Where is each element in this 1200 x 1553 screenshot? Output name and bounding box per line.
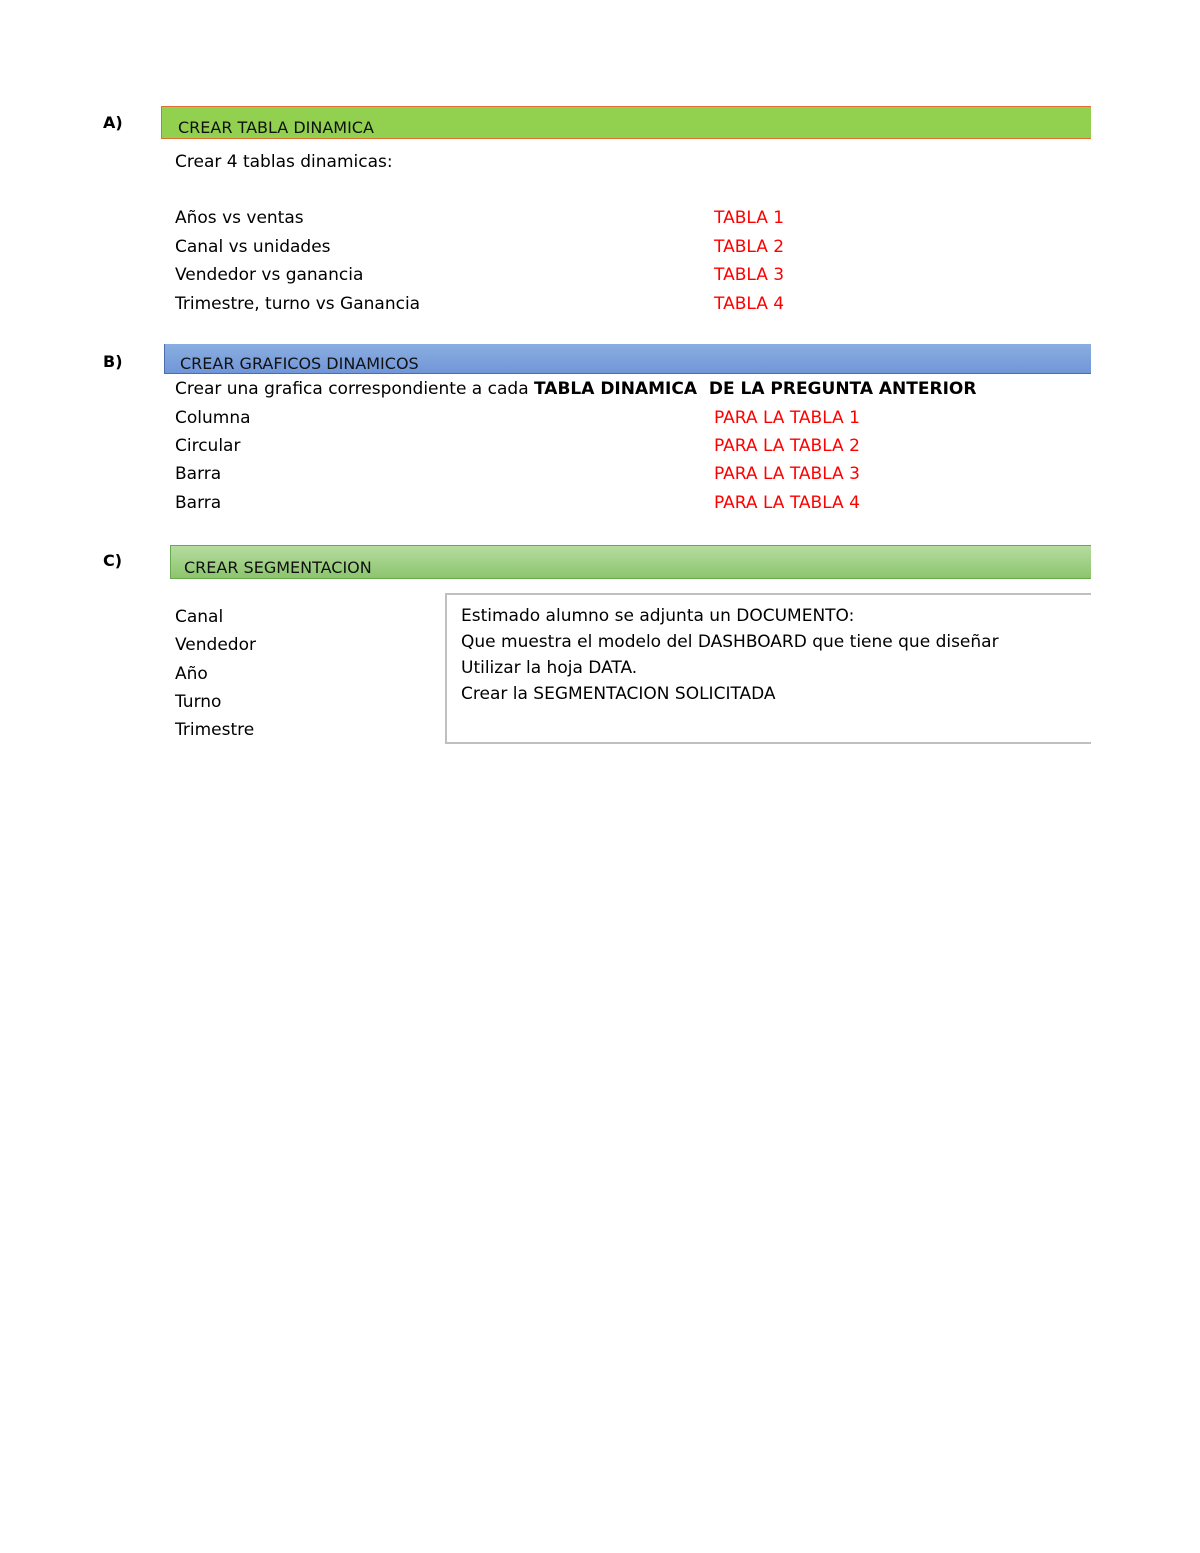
section-a-banner — [161, 106, 1091, 139]
section-b-row-label: Barra — [175, 493, 222, 513]
section-a-row-label: Años vs ventas — [175, 208, 304, 228]
section-a-row-target: TABLA 4 — [714, 294, 785, 314]
section-b-row-target: PARA LA TABLA 2 — [714, 436, 860, 456]
section-a-letter: A) — [103, 113, 123, 132]
section-c-banner-label: CREAR SEGMENTACION — [184, 558, 372, 577]
segmentation-field: Año — [175, 664, 208, 684]
section-b-row-label: Barra — [175, 464, 222, 484]
note-line: Crear la SEGMENTACION SOLICITADA — [461, 684, 776, 704]
section-b-banner-label: CREAR GRAFICOS DINAMICOS — [180, 354, 419, 373]
note-line: Que muestra el modelo del DASHBOARD que tiene que diseñar — [461, 632, 999, 652]
section-a-banner-label: CREAR TABLA DINAMICA — [178, 118, 374, 137]
instructions-note-box — [445, 593, 1091, 744]
section-b-row-label: Columna — [175, 408, 251, 428]
section-b-intro — [175, 378, 976, 400]
section-a-row-label: Canal vs unidades — [175, 237, 331, 257]
section-a-intro: Crear 4 tablas dinamicas: — [175, 152, 393, 172]
segmentation-field: Trimestre — [175, 720, 255, 740]
note-line: Utilizar la hoja DATA. — [461, 658, 638, 678]
section-b-row-label: Circular — [175, 436, 241, 456]
note-line: Estimado alumno se adjunta un DOCUMENTO: — [461, 606, 855, 626]
section-b-row-target: PARA LA TABLA 4 — [714, 493, 860, 513]
section-b-letter: B) — [103, 352, 123, 371]
section-a-row-label: Trimestre, turno vs Ganancia — [175, 294, 421, 314]
segmentation-field: Vendedor — [175, 635, 256, 655]
section-c-banner — [170, 545, 1091, 579]
section-a-row-target: TABLA 1 — [714, 208, 785, 228]
section-b-intro-plain: Crear una grafica correspondiente a cada — [175, 379, 535, 399]
section-a-row-target: TABLA 2 — [714, 237, 785, 257]
segmentation-field: Turno — [175, 692, 222, 712]
section-c-letter: C) — [103, 551, 123, 570]
section-b-row-target: PARA LA TABLA 1 — [714, 408, 860, 428]
section-a-row-label: Vendedor vs ganancia — [175, 265, 364, 285]
section-b-row-target: PARA LA TABLA 3 — [714, 464, 860, 484]
section-a-row-target: TABLA 3 — [714, 265, 785, 285]
section-b-banner — [164, 344, 1091, 374]
section-b-intro-bold: TABLA DINAMICA DE LA PREGUNTA ANTERIOR — [534, 379, 977, 399]
segmentation-field: Canal — [175, 607, 224, 627]
